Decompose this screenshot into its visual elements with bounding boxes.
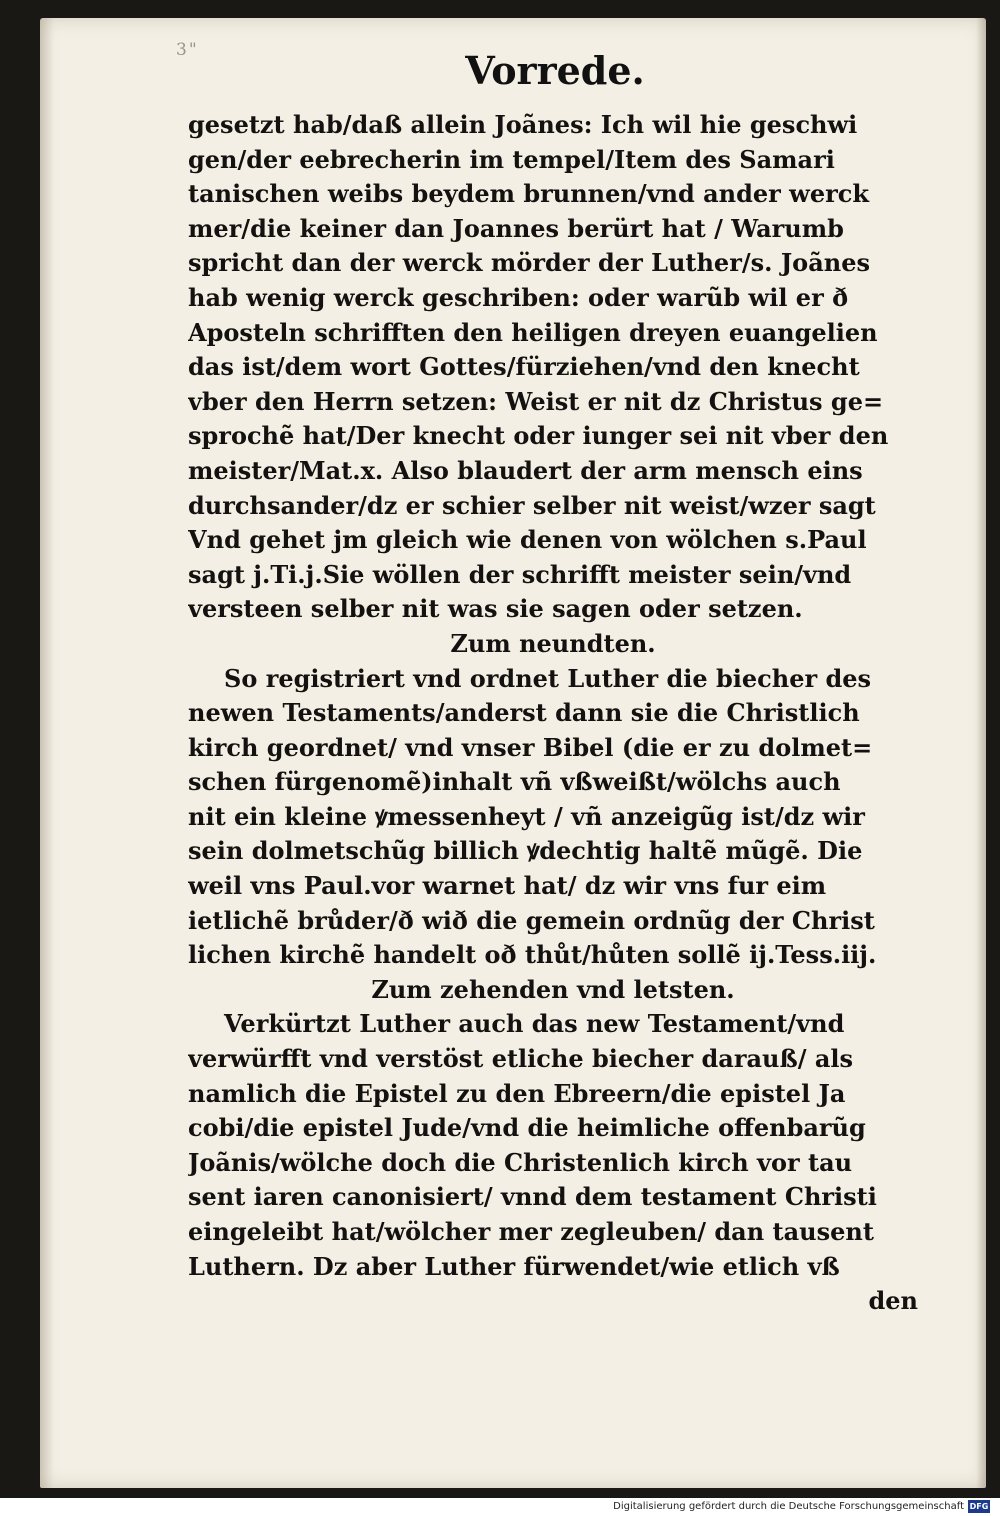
- text-line: versteen selber nit was sie sagen oder setzen.: [188, 594, 803, 624]
- text-line: newen Testaments/anderst dann sie die Christlich: [188, 698, 860, 728]
- page-edge-shadow: [976, 18, 986, 1488]
- text-line: kirch geordnet/ vnd vnser Bibel (die er zu dolmet=: [188, 732, 873, 762]
- section-heading: Zum neundten.: [450, 628, 656, 658]
- text-line: Luthern. Dz aber Luther fürwendet/wie etlich vß: [188, 1251, 840, 1281]
- text-line: vber den Herrn setzen: Weist er nit dz Christus ge=: [188, 386, 884, 416]
- text-line: gen/der eebrecherin im tempel/Item des Samari: [188, 144, 835, 174]
- body-text: [188, 108, 918, 1319]
- text-line: mer/die keiner dan Joannes berürt hat / Warumb: [188, 213, 844, 243]
- text-line: lichen kirchẽ handelt oð thůt/hůten sollẽ ij.Tess.iij.: [188, 940, 877, 970]
- text-line: spricht dan der werck mörder der Luther/s. Joãnes: [188, 248, 870, 278]
- section-heading: Zum zehenden vnd letsten.: [371, 974, 735, 1004]
- text-line: Verkürtzt Luther auch das new Testament/vnd: [224, 1009, 845, 1039]
- text-line: sprochẽ hat/Der knecht oder iunger sei nit vber den: [188, 421, 889, 451]
- running-header: Vorrede.: [465, 48, 645, 93]
- text-line: ietlichẽ brůder/ð wið die gemein ordnũg der Christ: [188, 905, 875, 935]
- text-line: meister/Mat.x. Also blaudert der arm mensch eins: [188, 455, 863, 485]
- text-line: namlich die Epistel zu den Ebreern/die epistel Ja: [188, 1078, 846, 1108]
- text-line: Vnd gehet jm gleich wie denen von wölchen s.Paul: [188, 525, 867, 555]
- text-line: weil vns Paul.vor warnet hat/ dz wir vns fur eim: [188, 871, 827, 901]
- text-line: das ist/dem wort Gottes/fürziehen/vnd den knecht: [188, 352, 860, 382]
- text-line: sagt j.Ti.j.Sie wöllen der schrifft meister sein/vnd: [188, 559, 852, 589]
- funding-credit: Digitalisierung gefördert durch die Deutsche Forschungsgemeinschaft: [613, 1501, 964, 1512]
- text-line: eingeleibt hat/wölcher mer zegleuben/ dan tausent: [188, 1217, 874, 1246]
- text-line: cobi/die epistel Jude/vnd die heimliche offenbarũg: [188, 1113, 866, 1143]
- page-gutter-shadow: [40, 18, 54, 1488]
- text-line: Aposteln schrifften den heiligen dreyen euangelien: [188, 317, 878, 347]
- catchword: den: [868, 1286, 918, 1316]
- text-line: tanischen weibs beydem brunnen/vnd ander werck: [188, 179, 869, 209]
- text-line: So registriert vnd ordnet Luther die biecher des: [224, 663, 872, 693]
- text-line: verwürfft vnd verstöst etliche biecher darauß/ als: [188, 1044, 853, 1074]
- text-line: Joãnis/wölche doch die Christenlich kirch vor tau: [188, 1147, 853, 1177]
- text-line: durchsander/dz er schier selber nit weist/wzer sagt: [188, 490, 876, 520]
- text-line: nit ein kleine ꝟmessenheyt / vñ anzeigũg ist/dz wir: [188, 801, 865, 831]
- folio-mark: 3": [176, 40, 199, 60]
- text-line: sein dolmetschũg billich ꝟdechtig haltẽ mũgẽ. Die: [188, 836, 863, 866]
- text-line: schen fürgenomẽ)inhalt vñ vßweißt/wölchs auch: [188, 767, 841, 797]
- text-line: hab wenig werck geschriben: oder warũb wil er ð: [188, 282, 849, 312]
- text-line: gesetzt hab/daß allein Joãnes: Ich wil hie geschwi: [188, 110, 858, 139]
- dfg-logo: DFG: [969, 1502, 989, 1511]
- text-line: sent iaren canonisiert/ vnnd dem testament Christi: [188, 1182, 877, 1212]
